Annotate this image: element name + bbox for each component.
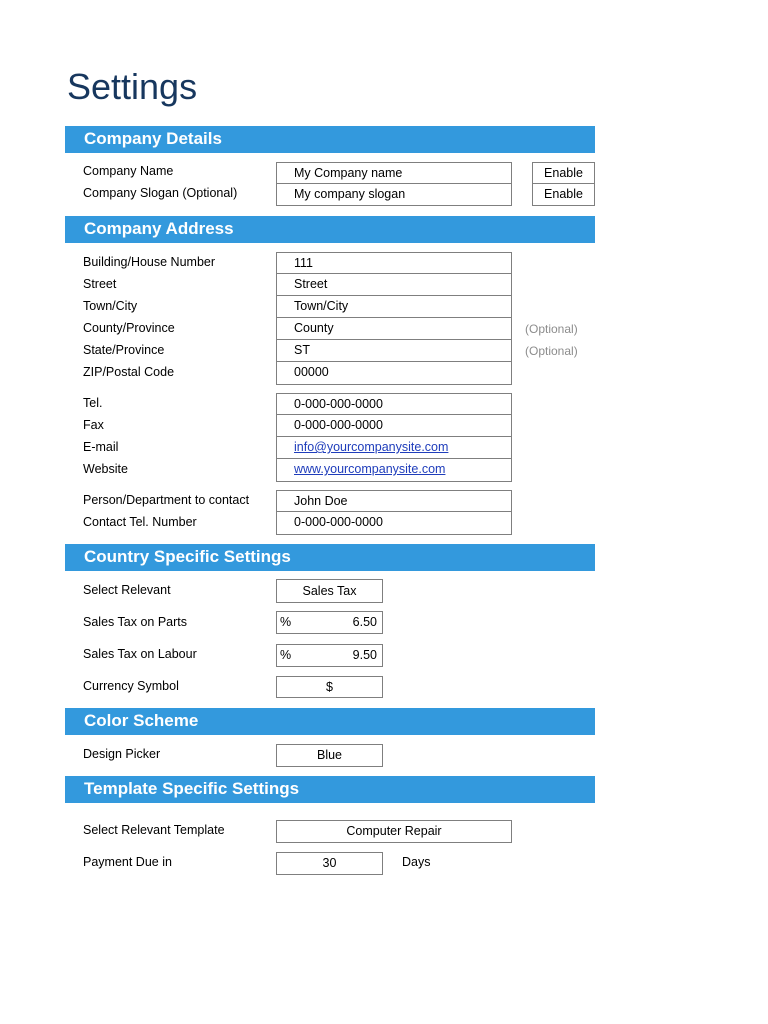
company-details-header <box>65 126 595 153</box>
design-picker-label: Design Picker <box>83 747 161 761</box>
building-number-field[interactable]: 111 <box>276 252 512 274</box>
color-scheme-header-text: Color Scheme <box>84 711 199 730</box>
state-optional-note: (Optional) <box>525 344 578 358</box>
state-province-label: State/Province <box>83 343 165 357</box>
fax-label: Fax <box>83 418 104 432</box>
zip-code-field[interactable]: 00000 <box>276 362 512 385</box>
town-city-label: Town/City <box>83 299 138 313</box>
county-province-label: County/Province <box>83 321 175 335</box>
company-slogan-label: Company Slogan (Optional) <box>83 186 238 200</box>
company-slogan-enable-button[interactable]: Enable <box>532 183 595 206</box>
company-name-enable-button[interactable]: Enable <box>532 162 595 184</box>
page-title: Settings <box>67 66 198 107</box>
tel-field[interactable]: 0-000-000-0000 <box>276 393 512 415</box>
parts-tax-value: 6.50 <box>352 615 377 629</box>
contact-person-field[interactable]: John Doe <box>276 490 512 512</box>
contact-person-label: Person/Department to contact <box>83 493 250 507</box>
labour-percent-symbol: % <box>280 648 292 662</box>
payment-due-unit: Days <box>402 855 431 869</box>
select-template-label: Select Relevant Template <box>83 823 225 837</box>
labour-tax-value: 9.50 <box>352 648 377 662</box>
payment-due-label: Payment Due in <box>83 855 172 869</box>
sales-tax-parts-field[interactable] <box>276 611 383 634</box>
contact-tel-label: Contact Tel. Number <box>83 515 197 529</box>
county-province-field[interactable]: County <box>276 318 512 340</box>
email-label: E-mail <box>83 440 119 454</box>
website-field[interactable] <box>276 459 512 482</box>
design-picker-select[interactable]: Blue <box>276 744 383 767</box>
email-field[interactable] <box>276 437 512 459</box>
template-settings-header-text: Template Specific Settings <box>84 779 300 798</box>
sales-tax-parts-label: Sales Tax on Parts <box>83 615 187 629</box>
sales-tax-labour-field[interactable] <box>276 644 383 667</box>
company-name-label: Company Name <box>83 164 174 178</box>
tel-label: Tel. <box>83 396 103 410</box>
company-address-header <box>65 216 595 243</box>
email-link[interactable]: info@yourcompanysite.com <box>294 440 449 454</box>
template-settings-header <box>65 776 595 803</box>
contact-tel-field[interactable]: 0-000-000-0000 <box>276 512 512 535</box>
company-details-header-text: Company Details <box>84 129 222 148</box>
county-optional-note: (Optional) <box>525 322 578 336</box>
currency-symbol-label: Currency Symbol <box>83 679 179 693</box>
website-label: Website <box>83 462 128 476</box>
town-city-field[interactable]: Town/City <box>276 296 512 318</box>
select-relevant-label: Select Relevant <box>83 583 171 597</box>
sales-tax-labour-label: Sales Tax on Labour <box>83 647 197 661</box>
tax-type-select[interactable]: Sales Tax <box>276 579 383 603</box>
fax-field[interactable]: 0-000-000-0000 <box>276 415 512 437</box>
company-name-field[interactable]: My Company name <box>276 162 512 184</box>
company-slogan-field[interactable]: My company slogan <box>276 184 512 206</box>
zip-code-label: ZIP/Postal Code <box>83 365 175 379</box>
website-link[interactable]: www.yourcompanysite.com <box>294 462 446 476</box>
currency-symbol-field[interactable]: $ <box>276 676 383 698</box>
country-settings-header-text: Country Specific Settings <box>84 547 291 566</box>
building-number-label: Building/House Number <box>83 255 216 269</box>
company-address-header-text: Company Address <box>84 219 234 238</box>
template-select[interactable]: Computer Repair <box>276 820 512 843</box>
street-field[interactable]: Street <box>276 274 512 296</box>
payment-due-field[interactable]: 30 <box>276 852 383 875</box>
state-province-field[interactable]: ST <box>276 340 512 362</box>
street-label: Street <box>83 277 117 291</box>
parts-percent-symbol: % <box>280 615 292 629</box>
color-scheme-header <box>65 708 595 735</box>
country-settings-header <box>65 544 595 571</box>
